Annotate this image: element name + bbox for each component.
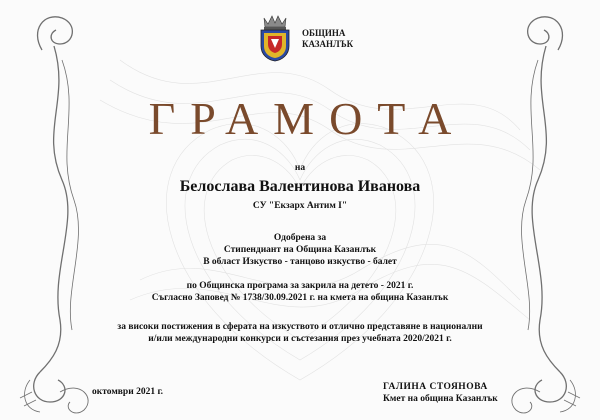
scholarship-text: Стипендиант на Община Казанлък [223,245,377,255]
right-ornament [512,17,580,413]
issue-date: октомври 2021 г. [92,387,164,397]
municipality-crest [258,14,292,62]
preposition: на [294,163,306,173]
field-text: В област Изкуство - танцово изкуство - балет [203,257,397,267]
municipality-line2: КАЗАНЛЪК [302,39,354,49]
order-text: Съгласно Заповед № 1738/30.09.2021 г. на кмета на община Казанлък [151,293,449,303]
approved-text: Одобрена за [273,233,327,243]
program-text: по Общинска програма за закрила на детето - 2021 г. [186,281,414,291]
left-ornament [20,17,88,413]
school-name: СУ "Екзарх Антим I" [252,201,348,211]
signatory-name: ГАЛИНА СТОЯНОВА [383,382,488,392]
certificate-title: ГРАМОТА [148,93,467,144]
signatory-position: Кмет на община Казанлък [383,394,498,404]
municipality-line1: ОБЩИНА [302,28,346,38]
reason-line-1: за високи постижения в сферата на изкуството и отлично представяне в национални [117,322,483,332]
reason-line-2: и/или международни конкурси и състезания през учебната 2020/2021 г. [148,334,452,344]
municipality-name [302,28,353,50]
recipient-name: Белослава Валентинова Иванова [179,178,421,195]
signature-block [383,381,498,405]
